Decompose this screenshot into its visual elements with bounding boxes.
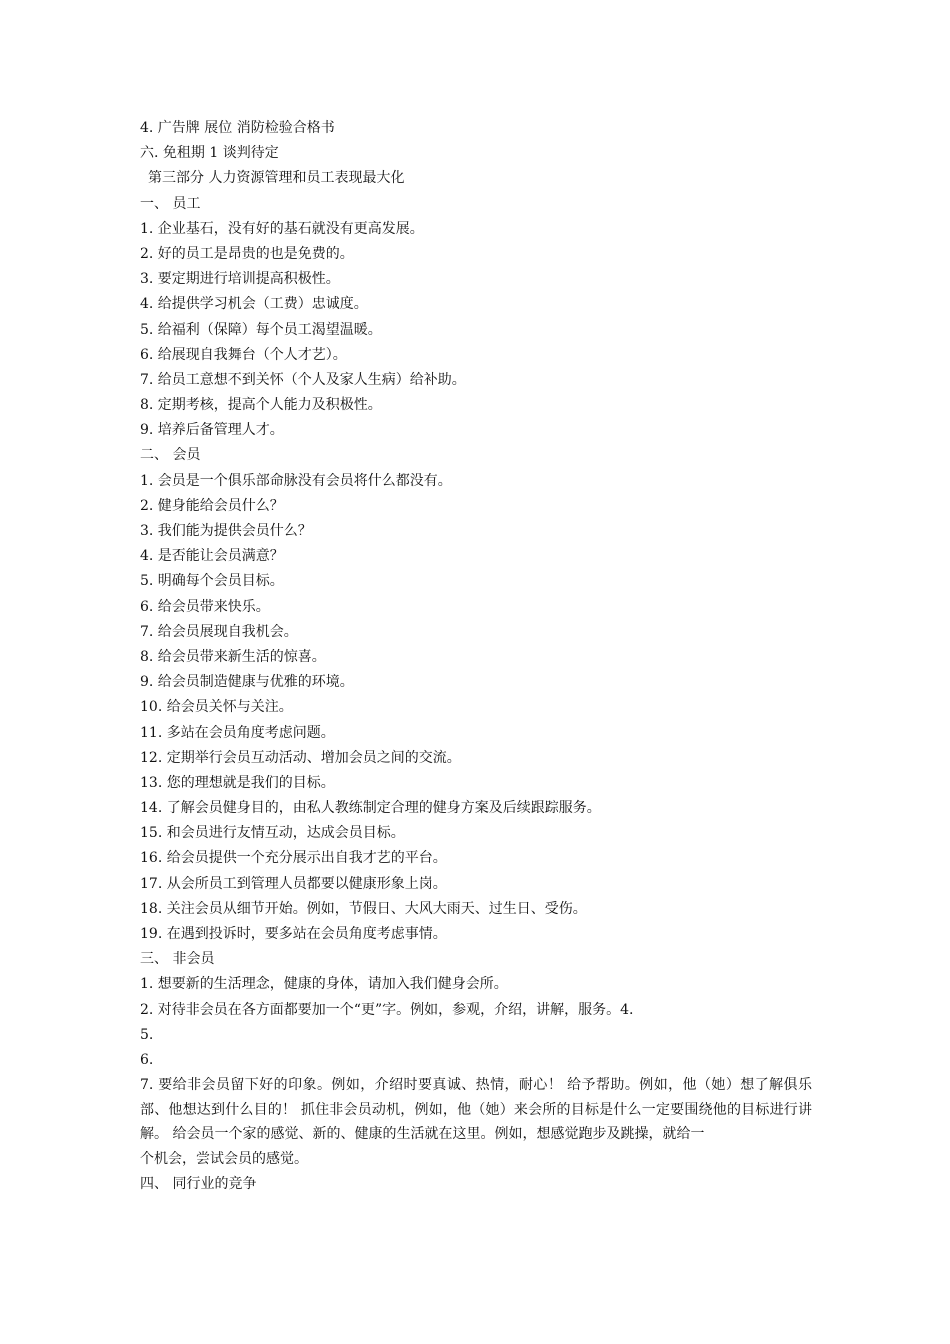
- section-heading: 三、 非会员: [140, 951, 215, 968]
- list-item: 5.: [140, 1026, 154, 1043]
- list-item: 7. 给会员展现自我机会。: [140, 623, 298, 640]
- list-item: 8. 定期考核，提高个人能力及积极性。: [140, 397, 382, 414]
- text-line: 4. 广告牌 展位 消防检验合格书: [140, 120, 335, 136]
- document-page: [140, 116, 820, 1197]
- section-heading: 第三部分 人力资源管理和员工表现最大化: [148, 170, 405, 187]
- list-item: 11. 多站在会员角度考虑问题。: [140, 724, 335, 741]
- list-item: 3. 我们能为提供会员什么？: [140, 523, 312, 539]
- list-item: 9. 培养后备管理人才。: [140, 422, 284, 439]
- list-item: 18. 关注会员从细节开始。例如，节假日、大风大雨天、过生日、受伤。: [140, 900, 587, 917]
- paragraph: 7. 要给非会员留下好的印象。例如，介绍时要真诚、热情，耐心！ 给予帮助。例如，他（她）想了解俱乐部、他想达到什么目的！ 抓住非会员动机，例如，他（她）来会所的目标是什么一定要围绕他的目标进行讲解。 给会员一个家的感觉、新的、健康的生活就在这里。例如，想感觉跑步及跳操，就给一: [140, 1077, 812, 1143]
- list-item: 17. 从会所员工到管理人员都要以健康形象上岗。: [140, 875, 447, 892]
- list-item: 4. 是否能让会员满意？: [140, 548, 284, 565]
- text-line: 个机会，尝试会员的感觉。: [140, 1150, 308, 1167]
- list-item: 1. 想要新的生活理念，健康的身体，请加入我们健身会所。: [140, 976, 508, 993]
- list-item: 6. 给会员带来快乐。: [140, 598, 270, 615]
- section-heading: 四、 同行业的竞争: [140, 1175, 257, 1192]
- list-item: 3. 要定期进行培训提高积极性。: [140, 271, 340, 288]
- list-item: 16. 给会员提供一个充分展示出自我才艺的平台。: [140, 850, 447, 867]
- list-item: 7. 给员工意想不到关怀（个人及家人生病）给补助。: [140, 371, 466, 388]
- list-item: 5. 给福利（保障）每个员工渴望温暖。: [140, 321, 382, 338]
- text-line: 六. 免租期 1 谈判待定: [140, 145, 279, 162]
- section-heading: 二、 会员: [140, 447, 201, 464]
- list-item: 6. 给展现自我舞台（个人才艺）。: [140, 346, 347, 363]
- section-heading: 一、 员工: [140, 195, 201, 212]
- list-item: 13. 您的理想就是我们的目标。: [140, 774, 335, 791]
- list-item: 6.: [140, 1051, 154, 1068]
- list-item: 8. 给会员带来新生活的惊喜。: [140, 648, 326, 665]
- list-item: 10. 给会员关怀与关注。: [140, 699, 293, 716]
- list-item: 2. 对待非会员在各方面都要加一个“更”字。例如，参观，介绍，讲解，服务。4.: [140, 1001, 634, 1018]
- list-item: 5. 明确每个会员目标。: [140, 573, 284, 590]
- list-item: 15. 和会员进行友情互动，达成会员目标。: [140, 825, 405, 842]
- list-item: 2. 健身能给会员什么？: [140, 497, 284, 514]
- list-item: 2. 好的员工是昂贵的也是免费的。: [140, 245, 354, 262]
- list-item: 14. 了解会员健身目的，由私人教练制定合理的健身方案及后续跟踪服务。: [140, 800, 601, 817]
- list-item: 4. 给提供学习机会（工费）忠诚度。: [140, 296, 368, 313]
- list-item: 19. 在遇到投诉时，要多站在会员角度考虑事情。: [140, 926, 447, 942]
- list-item: 1. 会员是一个俱乐部命脉没有会员将什么都没有。: [140, 472, 452, 489]
- list-item: 1. 企业基石，没有好的基石就没有更高发展。: [140, 220, 424, 237]
- list-item: 9. 给会员制造健康与优雅的环境。: [140, 674, 354, 691]
- list-item: 12. 定期举行会员互动活动、增加会员之间的交流。: [140, 749, 461, 766]
